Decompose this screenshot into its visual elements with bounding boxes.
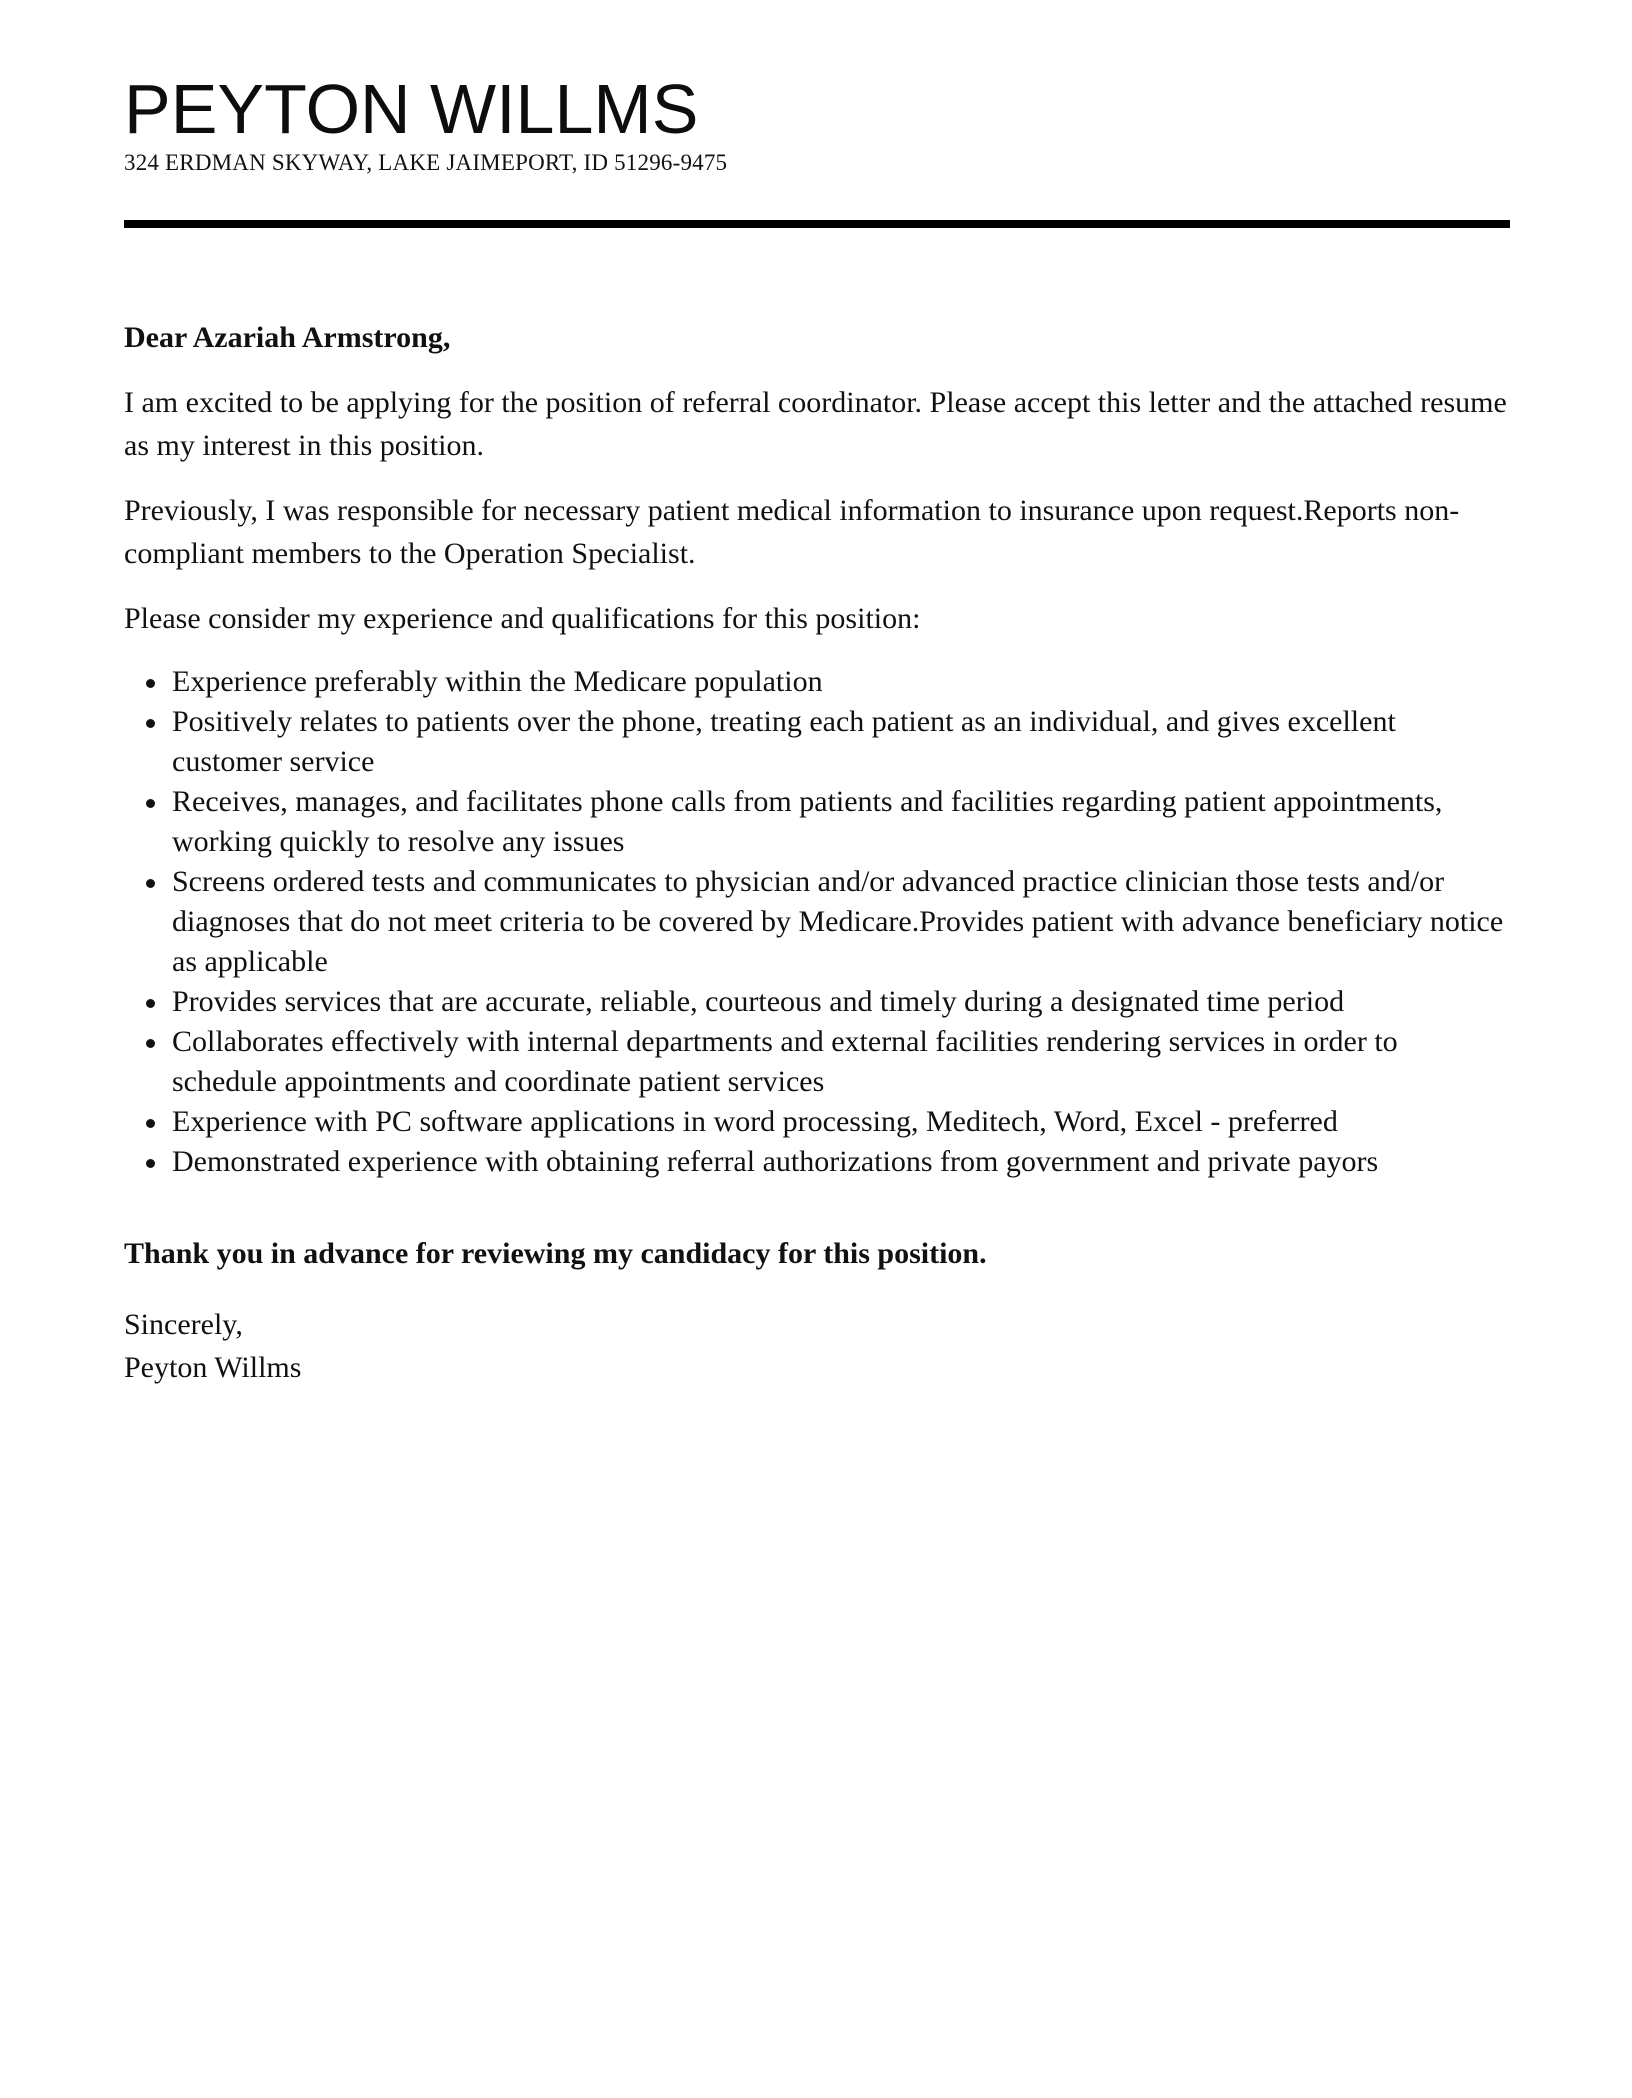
list-item-text: Demonstrated experience with obtaining referral authorizations from government and private payors (172, 1145, 1379, 1178)
applicant-address: 324 ERDMAN SKYWAY, LAKE JAIMEPORT, ID 51296-9475 (124, 150, 728, 175)
paragraph: I am excited to be applying for the position of referral coordinator. Please accept this letter and the attached resume as my interest in this position. (124, 386, 1507, 462)
list-intro: Please consider my experience and qualifications for this position: (124, 602, 921, 635)
bullet-icon (146, 1119, 155, 1128)
list-item (124, 782, 1510, 862)
bullet-icon (146, 679, 155, 688)
bullet-icon (146, 719, 155, 728)
list-item (124, 662, 1510, 702)
list-item-text: Experience preferably within the Medicare population (172, 665, 823, 698)
bullet-icon (146, 999, 155, 1008)
list-item (124, 702, 1510, 782)
paragraph: Previously, I was responsible for necessary patient medical information to insurance upon request.Reports non-compliant members to the Operation Specialist. (124, 494, 1460, 570)
list-item (124, 1022, 1510, 1102)
salutation: Dear Azariah Armstrong, (124, 321, 451, 354)
bullet-icon (146, 879, 155, 888)
signature-name: Peyton Willms (124, 1351, 302, 1384)
closing-statement: Thank you in advance for reviewing my candidacy for this position. (124, 1237, 987, 1270)
header-divider (124, 220, 1510, 228)
signoff: Sincerely, (124, 1308, 243, 1341)
list-item-text: Experience with PC software applications in word processing, Meditech, Word, Excel - preferred (172, 1105, 1338, 1138)
applicant-name: PEYTON WILLMS (124, 70, 699, 148)
bullet-icon (146, 1159, 155, 1168)
list-item (124, 982, 1510, 1022)
list-item-text: Provides services that are accurate, reliable, courteous and timely during a designated time period (172, 985, 1345, 1018)
list-item (124, 1102, 1510, 1142)
list-item-text: Receives, manages, and facilitates phone calls from patients and facilities regarding patient appointments, working quickly to resolve any issues (172, 785, 1443, 858)
cover-letter-page (124, 70, 1510, 1389)
letter-header (124, 70, 1510, 228)
list-item-text: Collaborates effectively with internal departments and external facilities rendering services in order to schedule appointments and coordinate patient services (172, 1025, 1398, 1098)
list-item (124, 862, 1510, 982)
signoff-block (124, 1303, 1510, 1389)
list-item-text: Screens ordered tests and communicates to physician and/or advanced practice clinician those tests and/or diagnoses that do not meet criteria to be covered by Medicare.Provides patient with advance beneficiary notice as applicable (172, 865, 1504, 978)
list-item-text: Positively relates to patients over the phone, treating each patient as an individual, and gives excellent customer service (172, 705, 1396, 778)
bullet-icon (146, 1039, 155, 1048)
qualifications-list (124, 662, 1510, 1182)
letter-body (124, 316, 1510, 1389)
list-item (124, 1142, 1510, 1182)
bullet-icon (146, 799, 155, 808)
